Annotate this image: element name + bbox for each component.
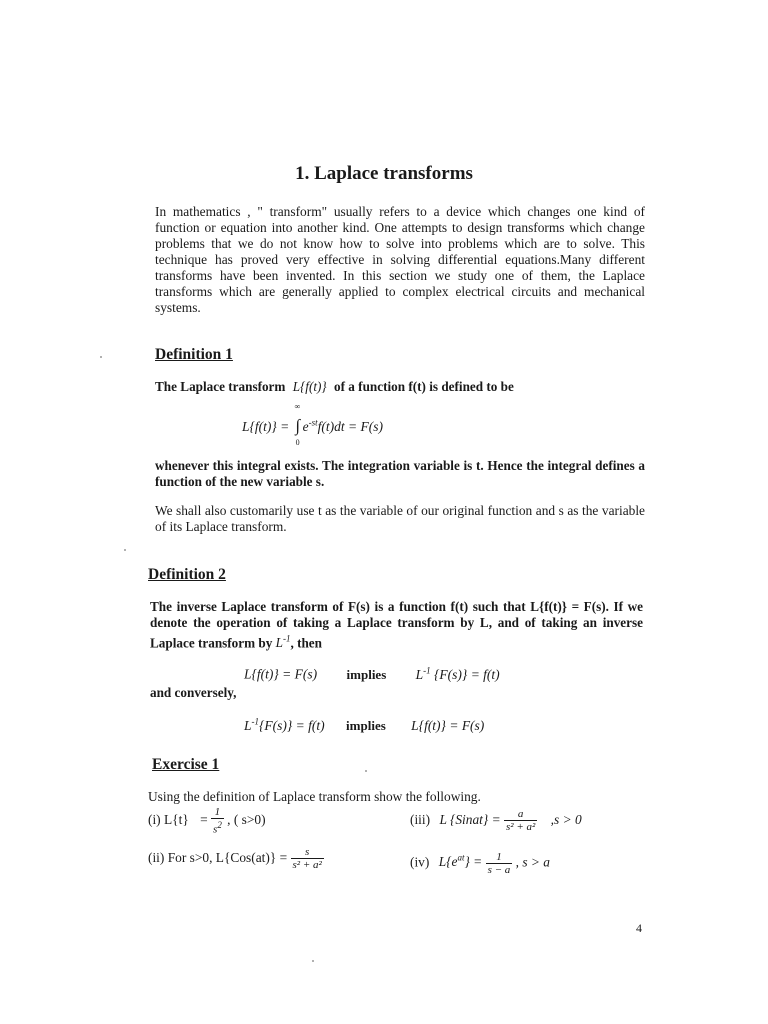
integral-sign	[293, 402, 303, 447]
page-number: 4	[636, 921, 642, 935]
eq2-left: $L^{-1}\{F(s)\} = f(t)$	[244, 716, 325, 733]
item-iv-condition: , s > a	[515, 854, 550, 870]
scan-speck	[100, 356, 102, 358]
definition-1-statement	[155, 379, 514, 395]
item-iii-fraction: $\frac{a}{\text{s² + a²}}$	[506, 808, 536, 834]
item-iv-fraction: $\frac{1}{s - a}$	[487, 850, 511, 876]
scan-speck	[124, 549, 126, 551]
statement-math: L{f(t)}	[292, 379, 327, 394]
definition-2-statement	[150, 599, 643, 651]
conversely-text: and conversely,	[150, 685, 237, 700]
item-iii-label: (iii)	[410, 812, 431, 827]
statement-a: The inverse Laplace transform of F(s) is a function f(t) such that L{f(t)} = F(s). If we denote the operation of taking a Laplace transform by L, and of taking an inverse Laplace transform by	[150, 599, 643, 651]
eq-lhs: L{f(t)} =	[242, 419, 290, 434]
page-title: 1. Laplace transforms	[295, 163, 473, 184]
statement-linv: $L^{-1}$	[275, 634, 291, 651]
integral-upper-limit: ∞	[294, 402, 301, 411]
eq1-right: $L^{-1}$ {F(s)} = f(t)	[415, 665, 500, 682]
exercise-intro: Using the definition of Laplace transform show the following.	[148, 789, 481, 804]
definition-1-after: whenever this integral exists. The integration variable is t. Hence the integral defines a function of the new variable s.	[155, 458, 645, 489]
exercise-item-iii: (iii) L {Sinat} = $\frac{a}{\text{s² + a²}}$ ,s > 0	[410, 808, 582, 834]
exercise-1-heading: Exercise 1	[152, 756, 220, 773]
eq1-implies: implies	[346, 666, 387, 682]
definition-1-note: We shall also customarily use t as the variable of our original function and s as the variable of its Laplace transform.	[155, 503, 645, 534]
integral-symbol: ∫	[295, 416, 300, 435]
item-ii-label: (ii) For s>0, L{Cos(at)} =	[148, 850, 288, 865]
intro-paragraph: In mathematics , " transform" usually refers to a device which changes one kind of function or equation into another kind. One attempts to design transforms which change problems that we do not know how to solve into problems which are to solve. This technique has proved very effective in solving differential equations.Many different transforms have been invented. In this section we study one of them, the Laplace transforms which are generally applied to complex electrical circuits and mechanical systems.	[155, 204, 645, 315]
exercise-item-i: (i) L{t} = $\frac{1}{s^2}$ , ( s>0)	[148, 806, 266, 836]
exercise-item-ii	[148, 843, 324, 873]
statement-b: , then	[290, 635, 322, 651]
inverse-eq-2	[244, 716, 484, 734]
eq2-right: L{f(t)} = F(s)	[411, 717, 485, 733]
definition-1-heading: Definition 1	[155, 346, 233, 363]
scan-speck	[365, 770, 367, 772]
statement-suffix: of a function f(t) is defined to be	[334, 379, 514, 394]
item-i-fraction: $\frac{1}{s^2}$	[213, 806, 222, 836]
inverse-eq-1	[244, 665, 500, 683]
item-iv-label: (iv)	[410, 854, 430, 870]
eq-rest: f(t)dt = F(s)	[317, 419, 384, 434]
statement-prefix: The Laplace transform	[155, 379, 286, 394]
item-ii-fraction: $\frac{s}{\text{s² + a²}}$	[292, 846, 322, 872]
item-i-condition: , ( s>0)	[227, 812, 266, 827]
definition-2-heading: Definition 2	[148, 566, 226, 583]
item-iii-condition: ,s > 0	[550, 812, 582, 827]
item-i-label: (i) L{t}	[148, 812, 189, 827]
integral-lower-limit: 0	[295, 438, 300, 447]
eq2-implies: implies	[346, 717, 386, 733]
scan-speck	[312, 960, 314, 962]
eq-integrand: e	[302, 419, 309, 434]
laplace-definition-equation	[242, 402, 384, 447]
eq1-left: L{f(t)} = F(s)	[244, 666, 318, 682]
eq-exponent: -st	[308, 417, 318, 428]
exercise-item-iv: (iv) $L\{e^{at}\}$ = $\frac{1}{s - a}$ , s > a	[410, 850, 550, 876]
